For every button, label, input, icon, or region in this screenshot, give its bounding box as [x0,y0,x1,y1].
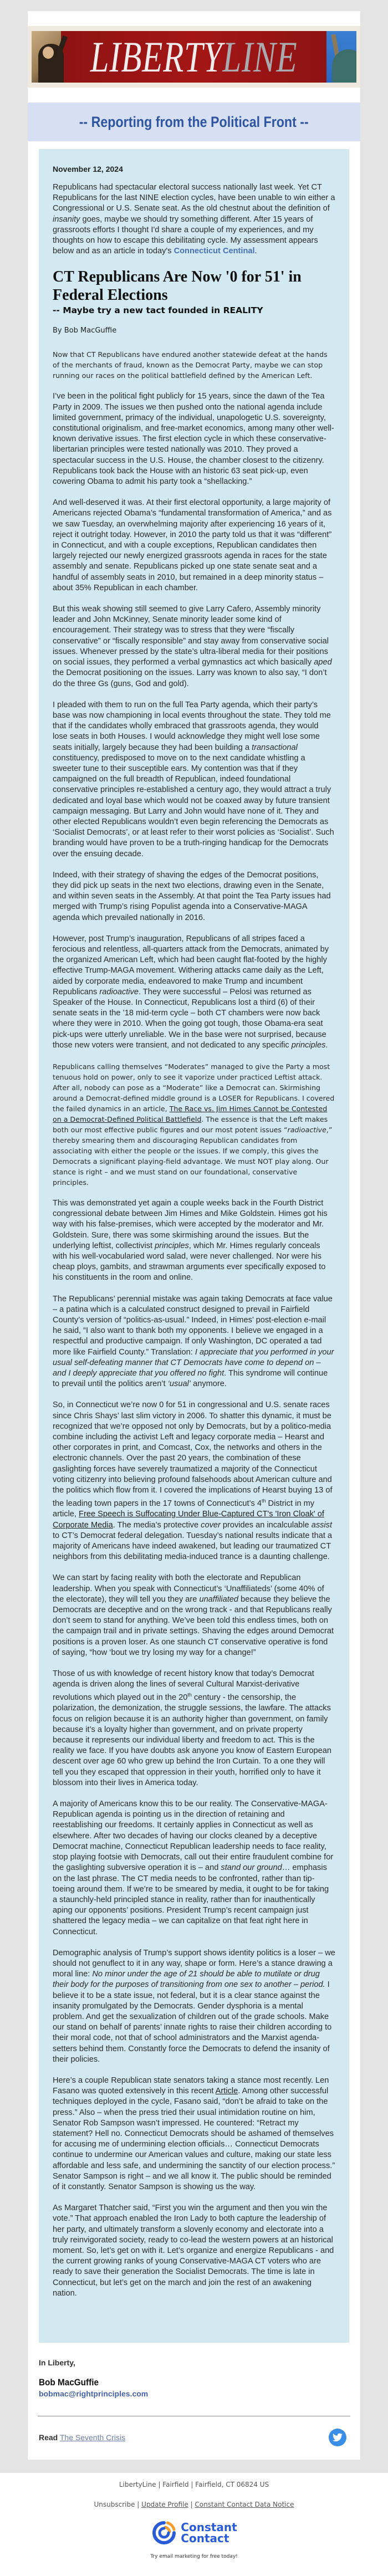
banner-section [28,11,360,103]
text: constituency, predisposed to move on to the next candidate whistling a sweeter tune to their susceptible ears. My contention was that if they campaigned on the full breadth of Republican, indeed foundational conservative principles re-established a century ago, they would attract a truly dedicated and loyal base which would not be coaxed away by future transient campaign messaging. But Larry and John would have none of it. They and other elected Republicans wouldn’t even begin referencing the Democrats as ‘Socialist Democrats’, or at least refer to their worst policies as ‘Socialist’. Such branding would have proven to be a truth-ringing handicap for the Democrats over the ensuing decade. [53,753,334,858]
text: ,” thereby smearing them and discouraging Republican candidates from associating with either the people or the issues. If we comply, this gives the Democrats a significant playing-field advantage. We must NOT play along. Our stance is right – and we must stand on our foundational, conservative principles. [53,1126,333,1187]
footer-links [0,2501,388,2508]
fasano-article-link[interactable]: Article [215,2087,238,2096]
libertyline-banner [32,31,356,83]
read-row [28,2416,360,2453]
text: , which Mr. Himes regularly conceals with his well-vocabularied word salad, were never challenged. Nor were his cheap ploys, gambits, and strawman arguments ever specifically exposed to his constituents in the room and online. [53,1241,326,1282]
banner-title-line: LINE [222,33,298,81]
text: Republicans calling themselves “Moderates” managed to give the Party a most tenuous hold on power, only to see it vaporize under practiced Leftist attack. After all, nobody can pose as a “Moderate” like a Democrat can. Skirmishing around a Democrat-defined middle ground is a LOSER for Republicans. I covered the failed dynamics in an article, [53,1062,335,1113]
constant-contact-logo-link[interactable] [151,2519,237,2546]
free-speech-iron-cloak-article-link[interactable]: Free Speech is Suffocating Under Blue-Captured CT's 'Iron Cloak' of Corporate Media [53,1510,324,1530]
read-prefix: Read [39,2433,58,2442]
signature-block [28,2343,360,2399]
article-paragraph [53,1400,335,1562]
article-paragraph [53,1799,335,1938]
article-byline: By Bob MacGuffie [53,326,117,335]
data-notice-link[interactable]: Constant Contact Data Notice [195,2501,294,2509]
emphasis: radioactive [99,987,139,996]
patriot-orator-image [32,31,61,83]
text: District in my article, [53,1499,315,1519]
superscript: th [187,1692,192,1698]
superscript: th [261,1498,266,1504]
text: However, post Trump’s inauguration, Republicans of all stripes faced a ferocious and relentless, all-quarters attack from the Democrats, animated by the organized American Left, which had been caught flat-footed by the highly effective Trump-MAGA movement. Withering attacks came daily as the Left, aided by corporate media, endeavored to make Trump and incumbent Republicans [53,934,329,996]
constant-contact-wordmark [181,2522,237,2544]
seventh-crisis-link[interactable]: The Seventh Crisis [59,2433,126,2442]
article-paragraph: Now that CT Republicans have endured another statewide defeat at the hands of the merchants of fraud, known as the Democrat Party, maybe we can stop running our races on the political battlefield defined by the American Left. [53,350,328,380]
article-paragraph: Indeed, with their strategy of shaving the edges of the Democrat positions, they did pick up seats in the next two elections, drawing even in the Senate, and within seven seats in the Assembly. At that point the Tea Party issues had merged with Trump’s rising Populist agenda into a Conservative-MAGA agenda which prevailed nationally in 2016. [53,870,331,922]
section-subhead [28,103,360,141]
text: because they believe the Democrats are deceptive and on the wrong track - and that Republicans really don’t seem to stand for anything. We’ve been told this endless times, both on the campaign trail and in private settings. Shaving the edges around Democrat positions is a proven loser. As one staunch CT conservative operative is fond of saying, “how ‘bout we try losing my way for a change!” [53,1594,334,1657]
text: . This syndrome will continue to prevail until the politics aren’t [53,1369,328,1389]
text: … emphasis on the last phrase. The CT media needs to be confronted, rather than tip-toeing around them. If we’re to be smeared by media, it ought to be for taking a staunchly-held principled stance in reality, rather than for inauthentically aping our opponents’ positions. President Trump’s recent campaign just shattered the legacy media – we can capitalize on that feat right here in Connecticut. [53,1863,329,1936]
article-headline: CT Republicans Are Now '0 for 51' in Federal Elections [53,268,302,304]
text: I pleaded with them to run on the full Tea Party agenda, which their party’s base was now championing in local events throughout the state. They told me that if the candidates wholly embraced that grassroots agenda, they would lose seats in both Houses. I would acknowledge they might well lose some seats initially, largely because they had been building a [53,700,331,752]
race-vs-jim-himes-article-link[interactable]: The Race vs. Jim Himes Cannot be Contested on a Democrat-Defined Political Battlefield [53,1105,328,1123]
intro-emphasis: insanity [53,214,80,224]
twitter-button[interactable] [329,2429,346,2446]
unsubscribe-link[interactable]: Unsubscribe [94,2501,135,2509]
twitter-icon [333,2433,343,2442]
content-area [28,141,360,2343]
text: The Republicans’ perennial mistake was again taking Democrats at face value – a patina which is a calculated construct designed to prevail in Fairfield County’s version of “politics-as-usual.” Indeed, in Himes’ post-election e-mail he said, “I also want to thank both my opponents. I believe we engaged in a respectful and productive campaign. If only Washington, DC operated a tad more like Fairfield County.” Translation: [53,1294,333,1357]
article-paragraph [53,700,335,860]
text: . [325,1040,328,1050]
issue-date: November 12, 2024 [53,165,123,173]
text: So, in Connecticut we’re now 0 for 51 in congressional and U.S. senate races since Chris Shays’ last slim victory in 2006. To shatter this dynamic, it must be recognized that we’re opposed not only by Democrats, but by a politico-media combine including the activist Left and legacy corporate media – Hearst and other corporates in print, and Comcast, Cox, the networks and others in the electronic channels. Over the past 20 years, the combination of these gaslighting forces have severely traumatized a majority of the Connecticut voting citizenry into believing profound falsehoods about American culture and the politics which flow from it. I covered the implications of Hearst buying 13 of the leading town papers in the 17 towns of Connecticut’s 4 [53,1401,333,1509]
author-name: Bob MacGuffie [39,2377,99,2388]
newsletter-card [28,11,360,2460]
intro-text: Republicans had spectacular electoral success nationally last week. Yet CT Republicans for the last NINE election cycles, have been unable to win either a Congressional or U.S. Senate seat. As the old chestnut about the definition of [53,183,335,213]
connecticut-centinal-link[interactable]: Connecticut Centinal [173,247,255,256]
article-paragraph: As Margaret Thatcher said, “First you win the argument and then you win the vote.” That approach enabled the Iron Lady to both capture the leadership of her party, and ultimately transform a slovenly economy and electorate into a truly reinvigorated society, ready to co-lead the western powers at an historical moment. So, let’s get on with it. Let’s organize and energize Republicans - and the current growing ranks of young Conservative-MAGA CT voters who are ready to save their generation the Socialist Democrats. The time is late in Connecticut, but let’s get on the march and join the rest of an awakening nation. [53,2204,334,2298]
emphasis: I appreciate that you performed in your usual self-defeating manner that CT Democrats have come to depend on – and I deeply appreciate that you offered no fight [53,1347,334,1378]
text: to CT’s Democrat federal delegation. Tuesday’s national results indicate that a majority of Americans have indeed awakened, but leading our traumatized CT neighbors from this debilitating media-induced trance is a daunting challenge. [53,1531,333,1562]
text: . The media’s protective [113,1520,201,1530]
text: Demographic analysis of Trump’s support shows identity politics is a loser – we should not genuflect to it in any way, shape or form. Here’s a stance drawing a moral line: [53,1948,335,1979]
article-paragraph [53,1198,335,1284]
footer [0,2473,388,2576]
read-promo [39,2433,125,2442]
banner-title-liberty: LIBERTY [90,33,223,81]
article-paragraph [53,1061,335,1188]
emphasis: stand our ground [221,1863,282,1873]
text: century - the censorship, the polarization, the demonization, the struggle sessions, the lawfare. The attacks focus on religion because it is an authority higher than government, on family because it’s a loyalty higher than government, and on private property because it represents our individual liberty and freedom to act. This is the reality we face. If you have doubts ask anyone you know of Eastern European descent over age 60 who grew up behind the Iron Curtain. To a one they will tell you they escaped that oppression in their youth, horrified only to have it blossom into their lives in America today. [53,1693,331,1787]
banner-frame [28,26,360,88]
banner-title-area [61,31,326,83]
text: the Democrat positioning on the issues. Larry was known to also say, “I don’t do the three Gs (guns, God and gold). [53,668,327,688]
article-paragraph [53,934,335,1051]
text: I believe it to be a state issue, not federal, but it is a clear stance against the insanity promulgated by the Democrats. Gender dysphoria is a mental problem. And get the sexualization of children out of the grade schools. Make our stand on behalf of parents’ innate rights to raise their children according to their moral code, not that of school administrators and the Marxist agenda-setters behind them. Constantly force the Democrats to defend the insanity of their policies. [53,1980,332,2064]
card-bottom [28,2453,360,2460]
separator: | [135,2501,142,2509]
intro-text-2: goes, maybe we should try something different. After 15 years of grassroots efforts I thought I'd share a couple of my experiences, and my thoughts on how to escape this debilitating cycle. My assessment appears below and as an article in today's [53,214,318,256]
article-paragraph: I’ve been in the political fight publicly for 15 years, since the dawn of the Tea Party in 2009. The issues we then pushed onto the national agenda include limited government, primacy of the individual, unapologetic U.S. sovereignty, constitutional originalism, and free-market economics, among many other well-known derivative issues. The first election cycle in which these conservative-libertarian principles were tested nationally was 2010. They proved a spectacular success in the U.S. House, the chamber closest to the citizenry. Republicans took back the House with an historic 63 seat pick-up, even cowering Obama to admit his party took a “shellacking.” [53,392,334,487]
text: anymore. [191,1379,227,1389]
emphasis: assist [311,1520,333,1530]
emphasis: aped [314,658,332,667]
closing-line: In Liberty, [39,2358,75,2368]
article-paragraph [53,1948,335,2065]
separator: | [188,2501,195,2509]
text: Those of us with knowledge of recent history know that today’s Democrat agenda is driven along the lines of several Cultural Marxist-derivative revolutions which played out in the 20 [53,1669,314,1703]
article-paragraph [53,604,335,689]
article-paragraph: And well-deserved it was. At their first electoral opportunity, a large majority of Americans rejected Obama’s “fundamental transformation of America,” and as we saw Tuesday, an overwhelming majority after experiencing 16 years of it, reject it outright today. However, in 2010 the party told us that it was “different” in Connecticut, and with a couple exceptions, Republican candidates then largely rejected our newly energized grassroots agenda in races for the state assembly and senate. Republicans picked up one state senate seat and a handful of assembly seats in 2010, but remained in a deep minority status – about 35% Republican in each chamber. [53,498,332,592]
emphasis: ‘usual’ [167,1379,191,1389]
text: A majority of Americans know this to be our reality. The Conservative-MAGA-Republican agenda is pointing us in the direction of retaining and reestablishing our freedoms. It certainly applies in Connecticut as well as elsewhere. After two decades of having our clocks cleaned by a deceptive Democrat machine, Connecticut Republican leadership needs to face reality, stop playing footsie with Democrats, call out their entire fraudulent combine for the gaslighting subversive operation it is – and [53,1800,334,1873]
emphasis: unaffiliated [199,1594,239,1604]
banner-title [90,31,298,83]
update-profile-link[interactable]: Update Profile [141,2501,188,2509]
statue-of-liberty-image [326,31,356,83]
emphasis: radioactive [287,1126,326,1134]
article-paragraph [53,1669,335,1788]
footer-address: LibertyLine | Fairfield | Fairfield, CT 06824 US [119,2481,269,2489]
article-subtitle: -- Maybe try a new tact founded in REALITY [53,305,263,316]
emphasis: No minor under the age of 21 should be able to mutilate or drug their body for the purposes of transitioning from one sex to another – period. [53,1970,325,1990]
intro-paragraph [53,182,335,257]
emphasis: cover [201,1520,221,1530]
text: We can start by facing reality with both the electorate and Republican leadership. When you speak with Connecticut’s ‘Unaffiliateds’ (some 40% of the electorate), they will tell you they are [53,1573,324,1604]
intro-end: . [254,247,257,256]
logo-line-2: Contact [181,2532,229,2546]
logo-line-1: Constant [181,2521,237,2534]
text: . The essence is that the Left makes both our most effective public figures and our most potent issues “ [53,1115,328,1134]
author-email-link[interactable]: bobmac@rightprinciples.com [39,2389,149,2399]
spacer [0,2460,388,2473]
article-paragraph [53,1294,335,1390]
emphasis: transactional [252,743,298,752]
constant-contact-tagline[interactable]: Try email marketing for free today! [150,2554,238,2560]
emphasis: principles [291,1040,326,1050]
text: provides an incalculable [220,1520,312,1530]
text: . They were successful – Pelosi was returned as Speaker of the House. In Connecticut, Republicans lost a third (6) of their senate seats in the ’18 mid-term cycle – both CT chambers were now back where they were in 2010. When the going got tough, those Obama-era seat pick-ups were utterly unreliable. We in the base were not surprised, because those new voters were transient, and not dedicated to any specific [53,987,326,1050]
article-paragraph [53,1573,335,1658]
article-block [39,149,349,2343]
constant-contact-logo-icon [151,2519,177,2546]
emphasis: principles [155,1241,189,1250]
article-paragraph [53,2076,335,2192]
text: Here’s a couple Republican state senators taking a stance most recently. Len Fasano was quoted extensively in this recent [53,2076,329,2096]
text: . Among other successful techniques deployed in the cycle, Fasano said, “don’t be afraid to take on the press.” Also – when the press tried their usual intimidation routine on him, Senator Rob Sampson wasn’t impressed. He countered: “Retract my statement? Hell no. Connecticut Democrats should be ashamed of themselves for accusing me of undermining election officials… Connecticut Democrats continue to undermine our American values and culture, making our state less affordable and less safe, and undermining the sanctity of our election process.” Senator Sampson is right – and we all know it. The public should be reminded of it constantly. Senator Sampson is showing us the way. [53,2087,335,2191]
text: This was demonstrated yet again a couple weeks back in the Fourth District congressional debate between Jim Himes and Mike Goldstein. Himes got his way with his false-premises, which were accepted by the moderator and Mr. Goldstein. Sure, there was some skirmishing around the issues. But the underlying leftist, collectivist [53,1199,328,1250]
subhead-title: -- Reporting from the Political Front -- [79,113,309,130]
text: But this weak showing still seemed to give Larry Cafero, Assembly minority leader and John McKinney, Senate minority leader some kind of encouragement. Their strategy was to stress that they were “fiscally conservative” or “fiscally responsible” and stay away from conservative social issues. Whenever pressed by the state’s ultra-liberal media for their positions on social issues, they performed a verbal gymnastics act which basically [53,605,329,667]
